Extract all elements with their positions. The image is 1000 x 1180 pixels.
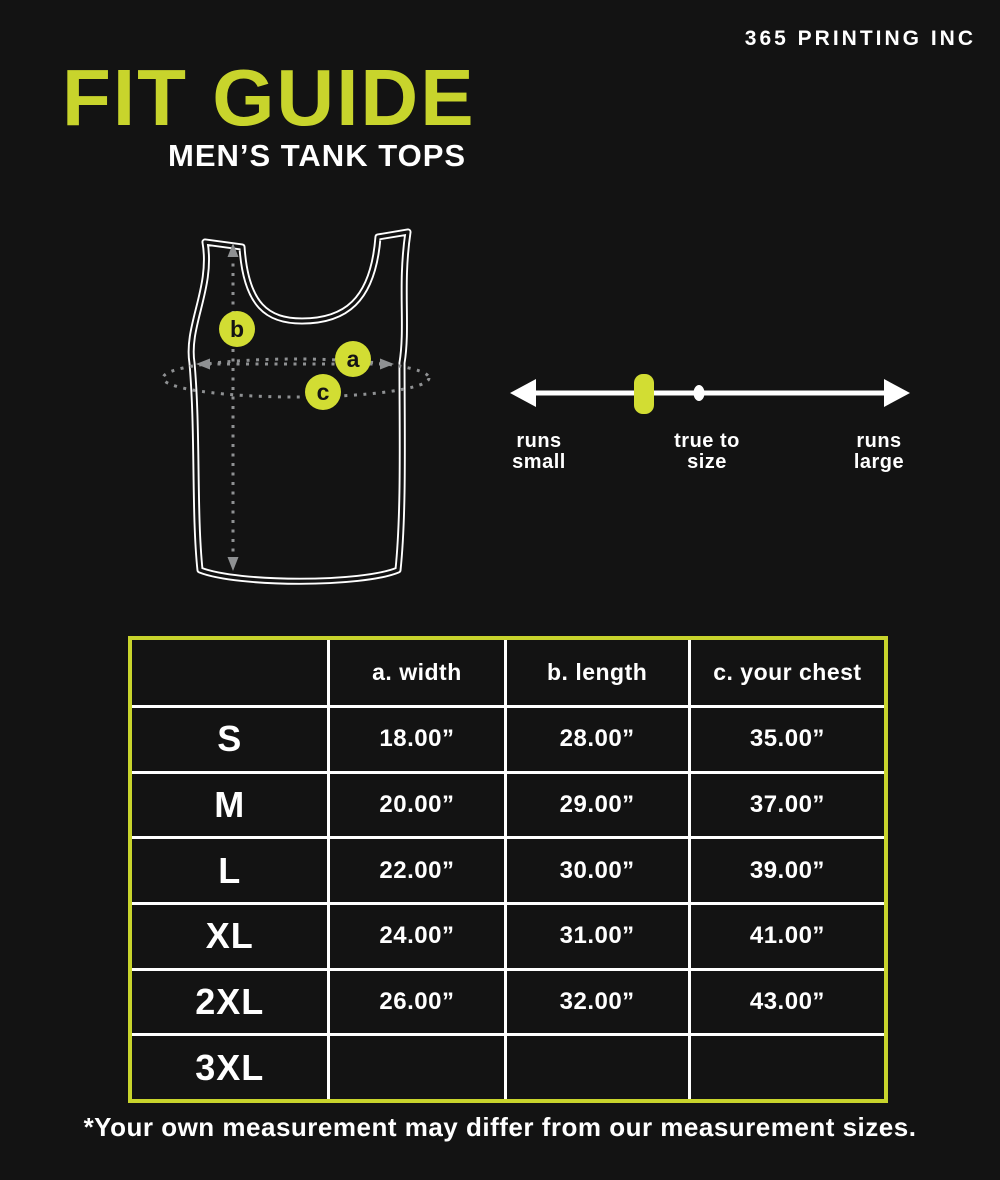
- marker-a-label: a: [346, 346, 360, 372]
- marker-b-label: b: [229, 316, 245, 342]
- row-xl-chest: 41.00”: [691, 905, 884, 968]
- row-m-size: M: [132, 774, 327, 837]
- header-empty: [132, 640, 327, 705]
- row-l-size: L: [132, 839, 327, 902]
- tank-top-outline: [191, 232, 408, 581]
- row-3xl-width: [330, 1036, 503, 1099]
- row-s-chest: 35.00”: [691, 708, 884, 771]
- row-xl-length: 31.00”: [507, 905, 688, 968]
- row-m-chest: 37.00”: [691, 774, 884, 837]
- row-2xl-length: 32.00”: [507, 971, 688, 1034]
- row-l-chest: 39.00”: [691, 839, 884, 902]
- row-2xl-width: 26.00”: [330, 971, 503, 1034]
- marker-c-label: c: [316, 379, 330, 405]
- row-xl-width: 24.00”: [330, 905, 503, 968]
- marker-c: [305, 374, 341, 410]
- fit-scale-marker: [634, 374, 654, 414]
- row-2xl-chest: 43.00”: [691, 971, 884, 1034]
- page-subtitle: MEN’S TANK TOPS: [168, 138, 467, 173]
- page-title: FIT GUIDE: [62, 53, 476, 142]
- row-l-length: 30.00”: [507, 839, 688, 902]
- label-runs-large: runs large: [853, 430, 905, 473]
- marker-a: [335, 341, 371, 377]
- tank-top-diagram: [130, 220, 470, 600]
- header-your-chest: c. your chest: [691, 640, 884, 705]
- brand-text: 365 PRINTING INC: [744, 27, 976, 50]
- header-width: a. width: [330, 640, 503, 705]
- row-s-width: 18.00”: [330, 708, 503, 771]
- size-table: [128, 636, 888, 1103]
- row-m-length: 29.00”: [507, 774, 688, 837]
- row-3xl-chest: [691, 1036, 884, 1099]
- row-3xl-length: [507, 1036, 688, 1099]
- fit-scale: [500, 355, 920, 435]
- row-s-length: 28.00”: [507, 708, 688, 771]
- row-xl-size: XL: [132, 905, 327, 968]
- label-true-to-size: true to size: [674, 430, 740, 473]
- row-2xl-size: 2XL: [132, 971, 327, 1034]
- row-s-size: S: [132, 708, 327, 771]
- fit-scale-arrow: [510, 379, 910, 407]
- label-runs-small: runs small: [512, 430, 566, 473]
- marker-b: [219, 311, 255, 347]
- header-length: b. length: [507, 640, 688, 705]
- row-3xl-size: 3XL: [132, 1036, 327, 1099]
- measurement-disclaimer: *Your own measurement may differ from our measurement sizes.: [83, 1112, 917, 1142]
- row-m-width: 20.00”: [330, 774, 503, 837]
- row-l-width: 22.00”: [330, 839, 503, 902]
- fit-scale-center-dot: [694, 385, 705, 401]
